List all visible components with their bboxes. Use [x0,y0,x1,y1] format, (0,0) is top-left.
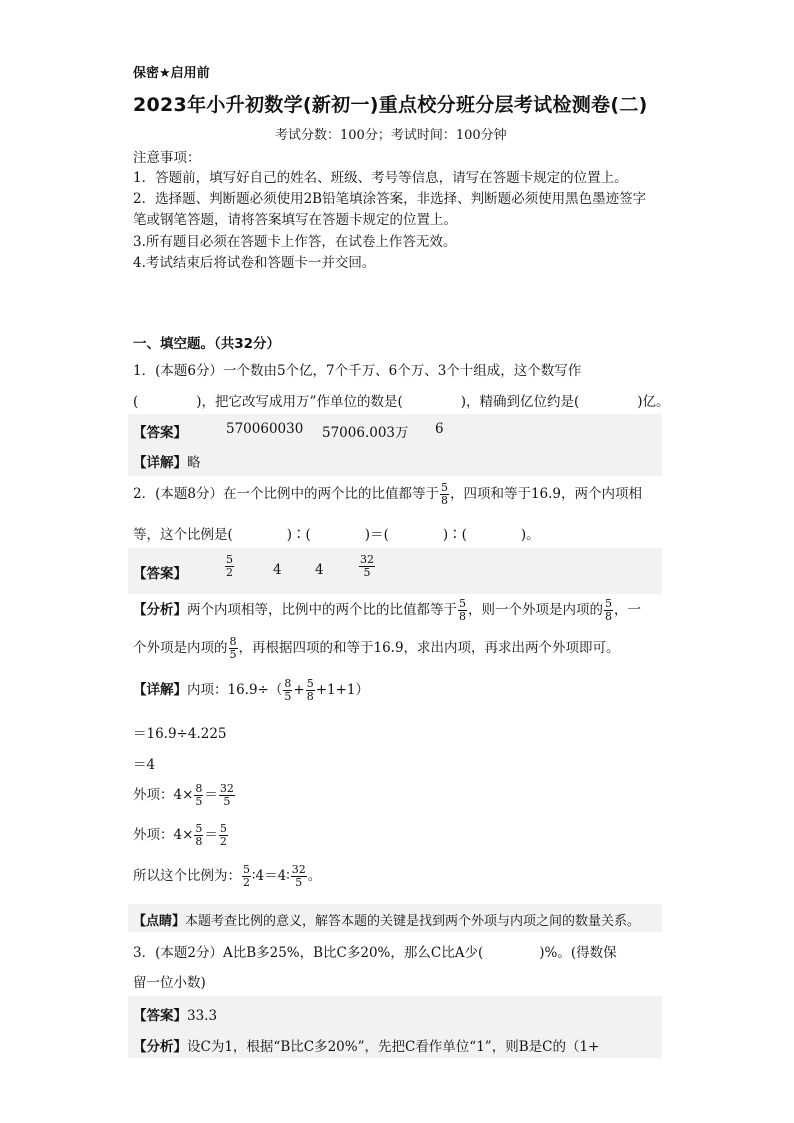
fraction: $\frac{5}{8}$ [605,597,612,624]
fraction: $\frac{5}{8}$ [195,822,203,849]
answer-value: 4 [315,562,324,578]
note-item: 1．答题前，填写好自己的姓名、班级、考号等信息，请写在答题卡规定的位置上。 [133,170,628,186]
answer-value: 6 [435,421,444,437]
answer-value: 4 [273,562,282,578]
note-item: 笔或钢笔答题，请将答案填写在答题卡规定的位置上。 [133,212,457,228]
answer-band [128,548,662,594]
question-text: 1．(本题6分）一个数由5个亿，7个千万、6个万、3个十组成，这个数写作 [133,363,582,379]
analysis-text: 个外项是内项的 $\frac{8}{5}$ ，再根据四项的和等于16.9，求出内项，再求出两个外项即可。 [133,635,620,662]
answer-label: 【答案】 [133,425,187,441]
notes-heading: 注意事项： [133,150,201,166]
fraction: $\frac{8}{5}$ [284,677,292,704]
fraction: $\frac{32}{5}$ [360,553,374,580]
fraction: $\frac{5}{2}$ [226,553,233,580]
fraction: $\frac{5}{8}$ [440,481,448,508]
answer-label: 【答案】 [133,566,187,582]
answer-text: 【答案】33.3 [133,1008,218,1024]
detail-text: 【详解】内项：16.9÷（ $\frac{8}{5}$ + $\frac{5}{8}$ +1+1） [133,677,369,704]
fraction: $\frac{32}{5}$ [291,863,306,890]
detail-step: 外项：4× $\frac{8}{5}$ ＝ $\frac{32}{5}$ [133,782,234,809]
confidential-label: 保密★启用前 [133,66,210,81]
fraction: $\frac{5}{8}$ [306,677,314,704]
question-text: 等，这个比例是( )∶( )＝( )∶( )。 [133,527,540,543]
question-text: 留一位小数) [133,975,206,991]
detail-step: ＝4 [133,757,156,773]
answer-value [358,554,376,579]
detail-step: ＝16.9÷4.225 [133,726,227,742]
question-text: 3．(本题2分）A比B多25%，B比C多20%，那么C比A少( )%。(得数保 [133,945,617,961]
fraction: $\frac{5}{2}$ [243,863,250,890]
question-text: ( )，把它改写成用万”作单位的数是( )，精确到亿位约是( )亿。 [133,394,670,410]
detail-step: 所以这个比例为： $\frac{5}{2}$ ∶4＝4∶ $\frac{32}{5}$ 。 [133,863,322,890]
exam-info: 考试分数：100分；考试时间：100分钟 [275,128,507,143]
detail-text: 【详解】略 [133,455,201,471]
answer-value: 57006.003万 [322,425,409,441]
fraction: $\frac{8}{5}$ [195,782,203,809]
fraction: $\frac{5}{2}$ [219,822,227,849]
fraction: $\frac{32}{5}$ [219,782,234,809]
analysis-text: 【分析】两个内项相等，比例中的两个比的比值都等于 $\frac{5}{8}$ ，则一个外项是内项的 $\frac{5}{8}$ ，一 [133,597,641,624]
analysis-text: 【分析】设C为1，根据“B比C多20%”，先把C看作单位“1”，则B是C的（1+ [133,1039,600,1055]
page-title: 2023年小升初数学(新初一)重点校分班分层考试检测卷(二) [133,94,648,116]
fraction: $\frac{5}{8}$ [459,597,466,624]
fraction: $\frac{8}{5}$ [229,635,237,662]
answer-value: 570060030 [226,421,304,437]
note-item: 4.考试结束后将试卷和答题卡一并交回。 [133,255,376,271]
question-text: 2．(本题8分）在一个比例中的两个比的比值都等于 $\frac{5}{8}$ ，四项和等于16.9，两个内项相 [133,481,643,508]
point-text: 【点睛】本题考查比例的意义，解答本题的关键是找到两个外项与内项之间的数量关系。 [133,914,641,929]
answer-value [224,554,235,579]
section-heading: 一、填空题。（共32分） [133,336,281,352]
note-item: 2．选择题、判断题必须使用2B铅笔填涂答案，非选择、判断题必须使用黑色墨迹签字 [133,191,647,207]
note-item: 3.所有题目必须在答题卡上作答，在试卷上作答无效。 [133,234,457,250]
detail-step: 外项：4× $\frac{5}{8}$ ＝ $\frac{5}{2}$ [133,822,227,849]
